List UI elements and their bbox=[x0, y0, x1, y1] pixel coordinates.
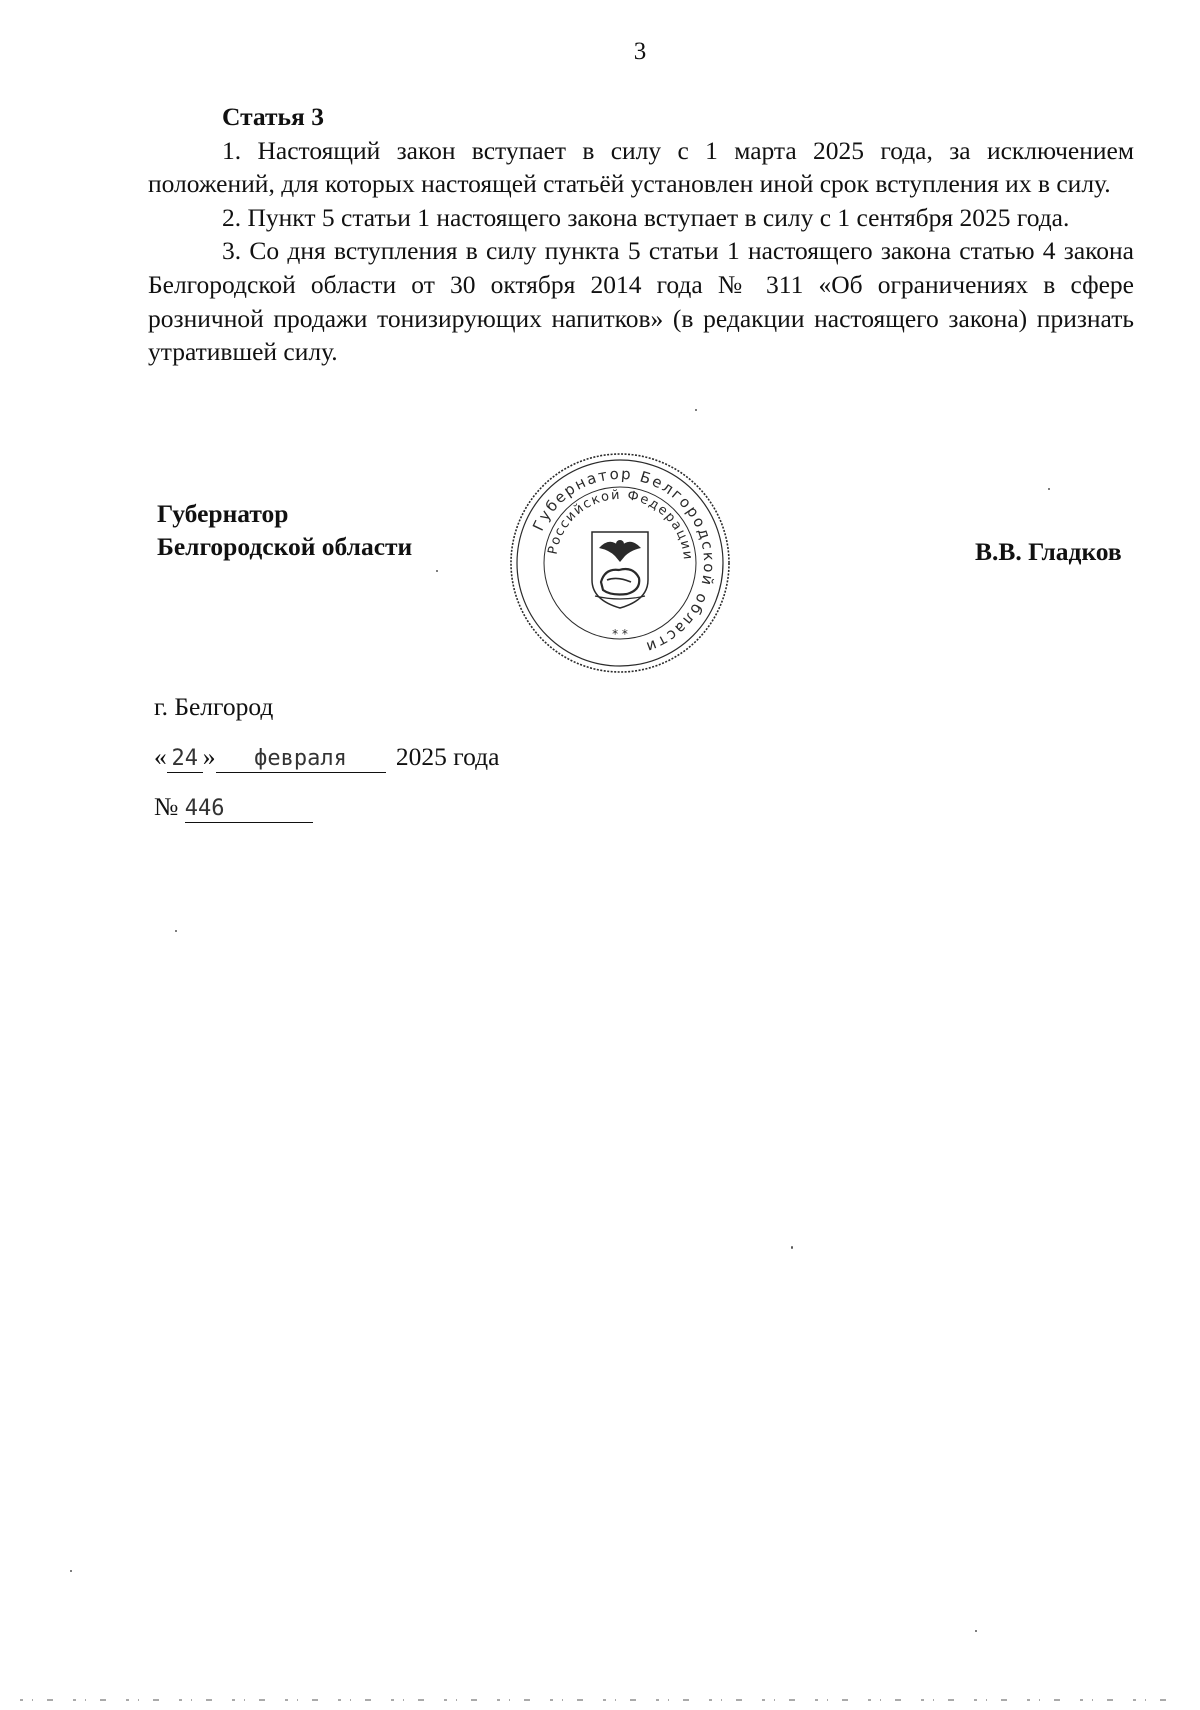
article-3 bbox=[148, 100, 1134, 369]
article-paragraph-2: 2. Пункт 5 статьи 1 настоящего закона вступает в силу с 1 сентября 2025 года. bbox=[222, 202, 1070, 232]
number-value: 446 bbox=[185, 796, 313, 823]
signing-date bbox=[154, 742, 499, 773]
date-open-quote: « bbox=[154, 742, 167, 771]
scan-speck bbox=[1048, 488, 1050, 490]
article-paragraph-1: 1. Настоящий закон вступает в силу с 1 марта 2025 года, за исключением положений, для которых настоящей статьёй установлен иной срок вступления их в силу. bbox=[148, 135, 1134, 199]
scan-speck bbox=[975, 1630, 977, 1632]
date-close-quote: » bbox=[202, 742, 216, 771]
official-seal bbox=[507, 450, 733, 676]
signatory-position-line-1: Губернатор bbox=[157, 499, 289, 528]
date-year: 2025 года bbox=[395, 742, 500, 771]
scan-speck bbox=[70, 1570, 72, 1572]
signatory-position-line-2: Белгородской области bbox=[157, 532, 413, 561]
signatory-name: В.В. Гладков bbox=[975, 537, 1122, 566]
seal-outer-text: Губернатор Белгородской области bbox=[529, 464, 719, 657]
page-number: 3 bbox=[633, 38, 647, 65]
place-of-signing: г. Белгород bbox=[154, 692, 274, 721]
scan-speck bbox=[436, 570, 438, 572]
scan-speck bbox=[175, 930, 177, 932]
seal-inner-text: Российской Федерации bbox=[545, 487, 696, 562]
coat-of-arms-icon bbox=[592, 532, 648, 608]
article-title: Статья 3 bbox=[222, 102, 324, 131]
article-paragraph-3: 3. Со дня вступления в силу пункта 5 статьи 1 настоящего закона статью 4 закона Белгородской области от 30 октября 2014 года № 311 «Об ограничениях в сфере розничной продажи тонизирующих напитков» (в редакции настоящего закона) признать утратившей силу. bbox=[148, 236, 1134, 367]
scan-edge-noise bbox=[0, 1698, 1200, 1702]
date-day: 24 bbox=[167, 746, 203, 773]
scan-speck bbox=[791, 1246, 793, 1249]
scan-speck bbox=[695, 409, 697, 411]
signatory-position bbox=[157, 497, 412, 563]
date-month: февраля bbox=[216, 746, 386, 773]
seal-stars: * * bbox=[612, 627, 628, 641]
number-prefix: № bbox=[154, 792, 179, 821]
law-number bbox=[154, 792, 313, 823]
